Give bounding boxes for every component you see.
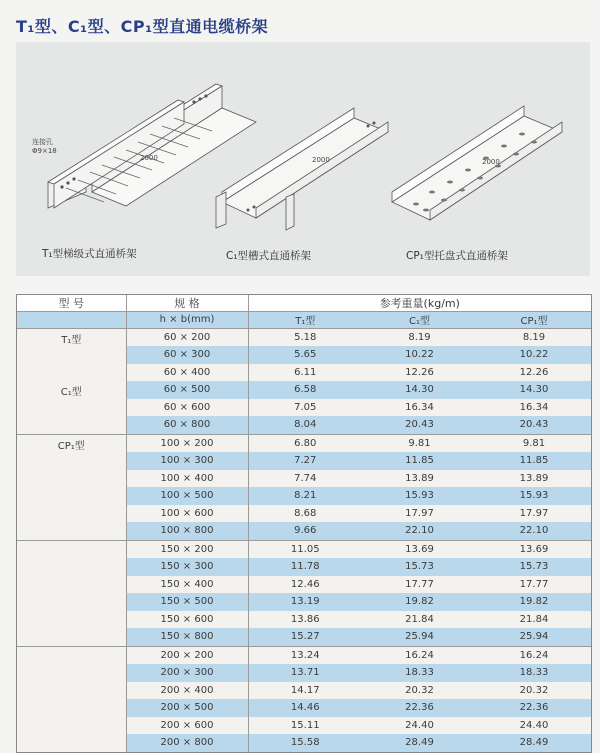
c1-weight-cell: 22.36	[362, 699, 477, 717]
ladder-length-label: 2000	[140, 154, 158, 162]
diagram-panel	[16, 42, 590, 276]
table-row	[17, 699, 591, 717]
header-t1: T₁型	[248, 312, 362, 329]
type-cell	[17, 611, 126, 629]
t1-weight-cell: 14.46	[248, 699, 362, 717]
spec-cell: 200 × 300	[126, 664, 248, 682]
spec-cell: 150 × 800	[126, 628, 248, 646]
cp1-weight-cell: 11.85	[477, 452, 591, 470]
c1-weight-cell: 17.97	[362, 505, 477, 523]
spec-cell: 200 × 200	[126, 646, 248, 664]
cp1-weight-cell: 10.22	[477, 346, 591, 364]
type-cell	[17, 470, 126, 488]
type-cell	[17, 364, 126, 382]
c1-weight-cell: 17.77	[362, 576, 477, 594]
cp1-weight-cell: 15.73	[477, 558, 591, 576]
c1-weight-cell: 13.89	[362, 470, 477, 488]
header-spec: 规 格	[126, 295, 248, 312]
c1-weight-cell: 16.34	[362, 399, 477, 417]
c1-weight-cell: 9.81	[362, 434, 477, 452]
type-cell	[17, 487, 126, 505]
cable-tray-drawings	[16, 42, 590, 276]
header-type-blank	[17, 312, 126, 329]
spec-cell: 100 × 500	[126, 487, 248, 505]
table-row	[17, 611, 591, 629]
tray-length-label: 2000	[482, 158, 500, 166]
type-cell	[17, 452, 126, 470]
cp1-weight-cell: 8.19	[477, 328, 591, 346]
t1-weight-cell: 6.58	[248, 381, 362, 399]
c1-weight-cell: 25.94	[362, 628, 477, 646]
c1-weight-cell: 16.24	[362, 646, 477, 664]
spec-cell: 60 × 800	[126, 416, 248, 434]
table-row	[17, 664, 591, 682]
table-row	[17, 346, 591, 364]
spec-cell: 200 × 500	[126, 699, 248, 717]
c1-weight-cell: 20.32	[362, 682, 477, 700]
spec-cell: 100 × 400	[126, 470, 248, 488]
t1-weight-cell: 9.66	[248, 522, 362, 540]
weight-table	[16, 294, 592, 753]
type-cell	[17, 699, 126, 717]
spec-cell: 200 × 600	[126, 717, 248, 735]
header-cp1: CP₁型	[477, 312, 591, 329]
cp1-weight-cell: 14.30	[477, 381, 591, 399]
type-cell	[17, 646, 126, 664]
cp1-weight-cell: 15.93	[477, 487, 591, 505]
table-row	[17, 505, 591, 523]
cp1-weight-cell: 24.40	[477, 717, 591, 735]
t1-weight-cell: 15.11	[248, 717, 362, 735]
table-row	[17, 434, 591, 452]
t1-weight-cell: 7.27	[248, 452, 362, 470]
spec-cell: 200 × 400	[126, 682, 248, 700]
cp1-weight-cell: 13.89	[477, 470, 591, 488]
cp1-weight-cell: 13.69	[477, 540, 591, 558]
spec-cell: 100 × 800	[126, 522, 248, 540]
type-cell	[17, 558, 126, 576]
t1-weight-cell: 5.65	[248, 346, 362, 364]
type-cell	[17, 664, 126, 682]
type-cell	[17, 682, 126, 700]
c1-weight-cell: 12.26	[362, 364, 477, 382]
page-title: T₁型、C₁型、CP₁型直通电缆桥架	[16, 17, 269, 36]
cp1-weight-cell: 18.33	[477, 664, 591, 682]
t1-weight-cell: 7.74	[248, 470, 362, 488]
spec-cell: 60 × 600	[126, 399, 248, 417]
c1-weight-cell: 28.49	[362, 734, 477, 752]
cp1-weight-cell: 17.77	[477, 576, 591, 594]
type-cell	[17, 505, 126, 523]
cp1-weight-cell: 22.36	[477, 699, 591, 717]
hole-note	[32, 138, 57, 156]
t1-weight-cell: 8.68	[248, 505, 362, 523]
spec-cell: 60 × 400	[126, 364, 248, 382]
cp1-weight-cell: 9.81	[477, 434, 591, 452]
cp1-weight-cell: 20.32	[477, 682, 591, 700]
type-cell: CP₁型	[17, 434, 126, 452]
t1-weight-cell: 11.78	[248, 558, 362, 576]
c1-weight-cell: 19.82	[362, 593, 477, 611]
spec-cell: 150 × 600	[126, 611, 248, 629]
spec-cell: 60 × 500	[126, 381, 248, 399]
spec-cell: 60 × 200	[126, 328, 248, 346]
table-row	[17, 646, 591, 664]
spec-cell: 150 × 500	[126, 593, 248, 611]
c1-weight-cell: 20.43	[362, 416, 477, 434]
c1-weight-cell: 18.33	[362, 664, 477, 682]
t1-weight-cell: 8.21	[248, 487, 362, 505]
cp1-weight-cell: 21.84	[477, 611, 591, 629]
t1-weight-cell: 13.86	[248, 611, 362, 629]
c1-weight-cell: 8.19	[362, 328, 477, 346]
c1-weight-cell: 11.85	[362, 452, 477, 470]
type-cell	[17, 628, 126, 646]
table-row	[17, 628, 591, 646]
spec-cell: 200 × 800	[126, 734, 248, 752]
t1-weight-cell: 8.04	[248, 416, 362, 434]
c1-weight-cell: 15.93	[362, 487, 477, 505]
spec-cell: 100 × 300	[126, 452, 248, 470]
type-cell	[17, 540, 126, 558]
cp1-weight-cell: 19.82	[477, 593, 591, 611]
header-spec-sub: h × b(mm)	[126, 312, 248, 329]
c1-weight-cell: 24.40	[362, 717, 477, 735]
spec-cell: 150 × 300	[126, 558, 248, 576]
type-cell	[17, 346, 126, 364]
type-cell	[17, 416, 126, 434]
type-cell	[17, 593, 126, 611]
table-body	[17, 328, 591, 752]
table-row	[17, 328, 591, 346]
cp1-weight-cell: 25.94	[477, 628, 591, 646]
t1-weight-cell: 13.71	[248, 664, 362, 682]
type-cell	[17, 717, 126, 735]
t1-weight-cell: 12.46	[248, 576, 362, 594]
c1-weight-cell: 22.10	[362, 522, 477, 540]
ladder-caption: T₁型梯级式直通桥架	[42, 248, 137, 260]
t1-weight-cell: 7.05	[248, 399, 362, 417]
cp1-weight-cell: 16.24	[477, 646, 591, 664]
cp1-weight-cell: 20.43	[477, 416, 591, 434]
table-row	[17, 364, 591, 382]
c1-weight-cell: 10.22	[362, 346, 477, 364]
type-cell	[17, 522, 126, 540]
t1-weight-cell: 15.58	[248, 734, 362, 752]
t1-weight-cell: 15.27	[248, 628, 362, 646]
cp1-weight-cell: 22.10	[477, 522, 591, 540]
t1-weight-cell: 13.19	[248, 593, 362, 611]
trough-caption: C₁型槽式直通桥架	[226, 250, 312, 262]
table-row	[17, 522, 591, 540]
t1-weight-cell: 6.80	[248, 434, 362, 452]
table-row	[17, 381, 591, 399]
header-type: 型 号	[17, 295, 126, 312]
hole-note-size: Φ9×18	[32, 147, 57, 155]
cp1-weight-cell: 17.97	[477, 505, 591, 523]
table-row	[17, 470, 591, 488]
c1-weight-cell: 14.30	[362, 381, 477, 399]
table-row	[17, 487, 591, 505]
spec-cell: 150 × 400	[126, 576, 248, 594]
table-row	[17, 734, 591, 752]
table-row	[17, 540, 591, 558]
spec-cell: 100 × 600	[126, 505, 248, 523]
perforated-tray-drawing	[392, 106, 562, 220]
c1-weight-cell: 13.69	[362, 540, 477, 558]
type-cell	[17, 399, 126, 417]
table-row	[17, 682, 591, 700]
c1-weight-cell: 15.73	[362, 558, 477, 576]
t1-weight-cell: 5.18	[248, 328, 362, 346]
cp1-weight-cell: 28.49	[477, 734, 591, 752]
table-row	[17, 593, 591, 611]
table-row	[17, 416, 591, 434]
t1-weight-cell: 6.11	[248, 364, 362, 382]
header-weight: 参考重量(kg/m)	[248, 295, 591, 312]
type-cell	[17, 734, 126, 752]
header-c1: C₁型	[362, 312, 477, 329]
ladder-tray-drawing	[48, 84, 256, 208]
table-row	[17, 576, 591, 594]
spec-cell: 100 × 200	[126, 434, 248, 452]
t1-weight-cell: 14.17	[248, 682, 362, 700]
t1-weight-cell: 11.05	[248, 540, 362, 558]
table-row	[17, 558, 591, 576]
type-cell: C₁型	[17, 381, 126, 399]
cp1-weight-cell: 16.34	[477, 399, 591, 417]
t1-weight-cell: 13.24	[248, 646, 362, 664]
c1-weight-cell: 21.84	[362, 611, 477, 629]
type-cell	[17, 576, 126, 594]
table-row	[17, 717, 591, 735]
tray-caption: CP₁型托盘式直通桥架	[406, 250, 508, 262]
hole-note-label: 连接孔	[32, 138, 53, 146]
cp1-weight-cell: 12.26	[477, 364, 591, 382]
type-cell: T₁型	[17, 328, 126, 346]
spec-cell: 150 × 200	[126, 540, 248, 558]
spec-cell: 60 × 300	[126, 346, 248, 364]
table-row	[17, 399, 591, 417]
trough-length-label: 2000	[312, 156, 330, 164]
table-row	[17, 452, 591, 470]
